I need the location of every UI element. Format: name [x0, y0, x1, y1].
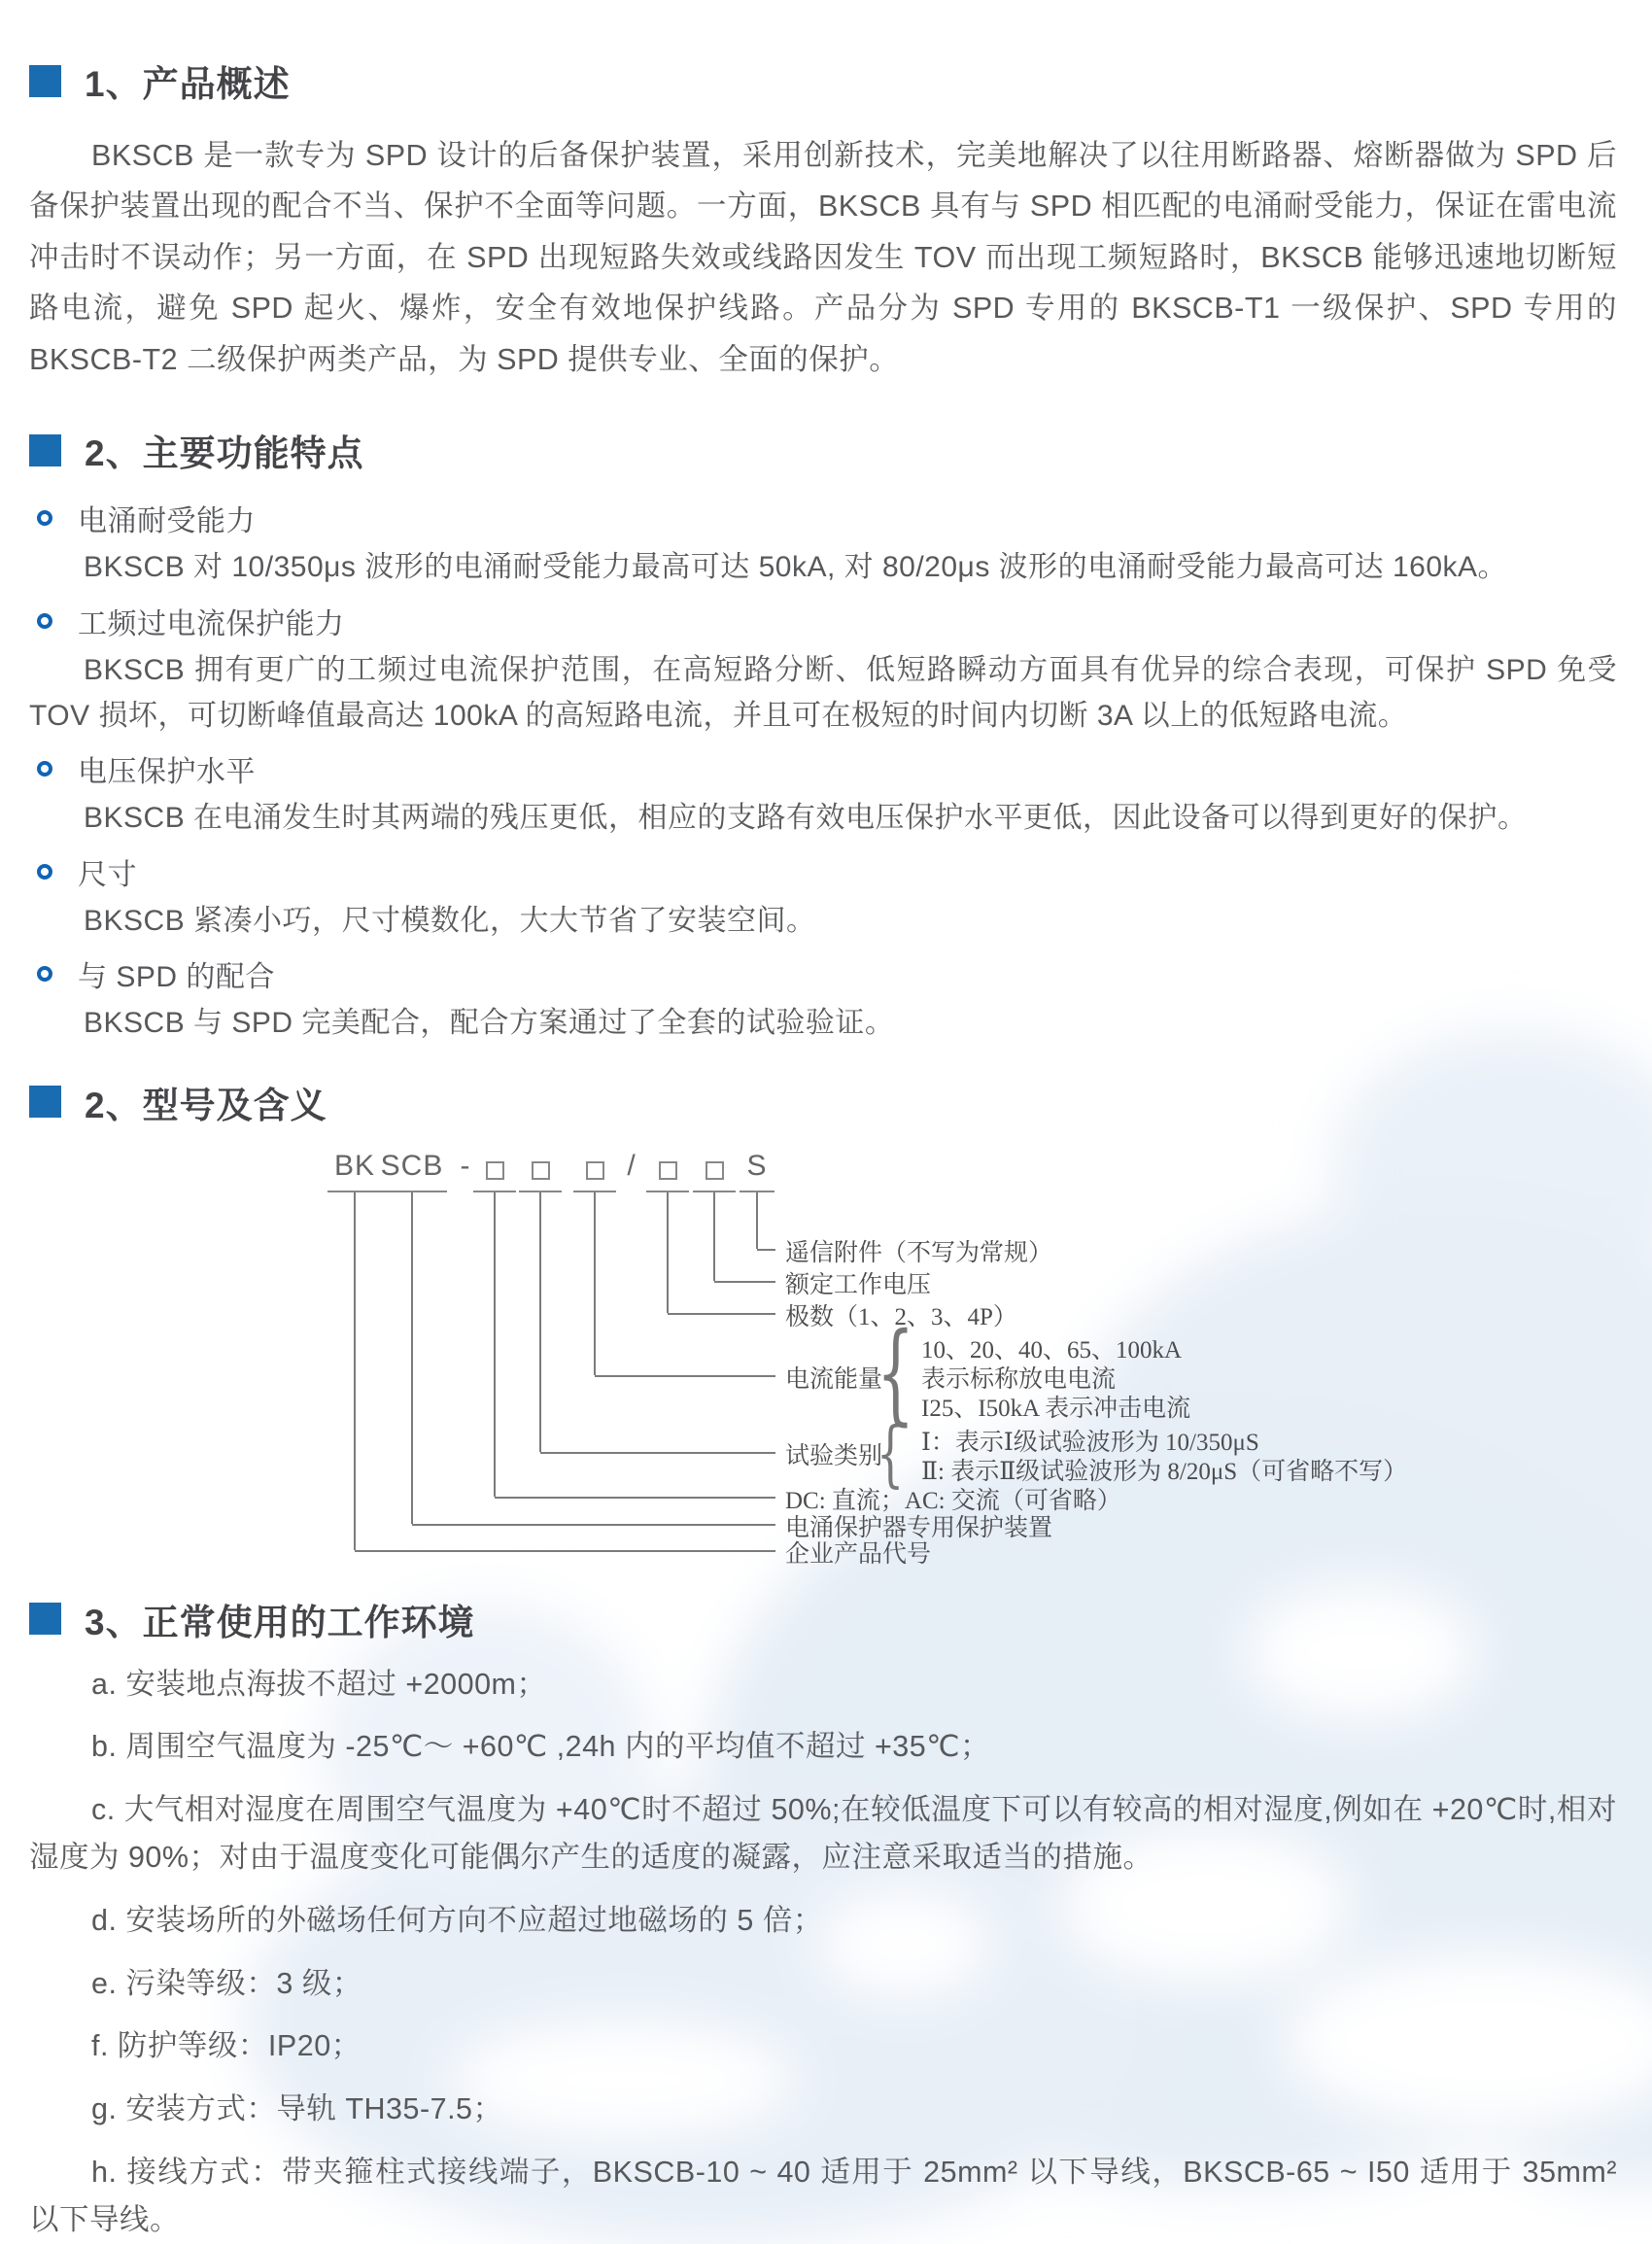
model-token-dash: - [460, 1149, 471, 1182]
feature-heading [37, 949, 1617, 998]
connector-line [539, 1192, 541, 1452]
section-marker-icon [29, 1086, 61, 1118]
model-digit-box [646, 1150, 689, 1192]
feature-body: BKSCB 在电涌发生时其两端的残压更低，相应的支路有效电压保护水平更低，因此设备可以得到更好的保护。 [84, 802, 1528, 835]
bullet-circle-icon [37, 510, 52, 526]
section-marker-icon [29, 1603, 61, 1635]
feature-label: 工频过电流保护能力 [78, 607, 345, 640]
feature-label: 电压保护水平 [78, 756, 256, 789]
model-digit-box [693, 1150, 736, 1192]
connector-line [412, 1524, 775, 1526]
placeholder-box-icon [486, 1161, 504, 1180]
feature-body: BKSCB 紧凑小巧，尺寸模数化，大大节省了安装空间。 [84, 904, 816, 937]
model-designation-diagram [235, 1142, 1440, 1575]
model-digit-box [519, 1150, 562, 1192]
section-title: 2、型号及含义 [85, 1085, 327, 1125]
connector-line [355, 1550, 775, 1552]
feature-body: BKSCB 拥有更广的工频过电流保护范围，在高短路分断、低短路瞬动方面具有优异的综合表现，可保护 SPD 免受 TOV 损坏，可切断峰值最高达 100kA 的高短路电流，并且可在极短的时间内切断 3A 以上的低短路电流。 [29, 653, 1617, 733]
env-item-e: e. 污染等级：3 级； [91, 1966, 362, 2000]
label-test-class: 试验类别 [785, 1442, 883, 1469]
env-item-c: c. 大气相对湿度在周围空气温度为 +40℃时不超过 50%;在较低温度下可以有较高的相对湿度,例如在 +20℃时,相对湿度为 90%；对由于温度变化可能偶尔产生的适度的凝露，应注意采取适当的措施。 [29, 1793, 1617, 1874]
label-spd-device: 电涌保护器专用保护装置 [785, 1514, 1053, 1541]
connector-line [495, 1497, 775, 1499]
connector-line [667, 1192, 669, 1313]
current-energy-item: I25、I50kA 表示冲击电流 [921, 1395, 1191, 1422]
placeholder-box-icon [659, 1161, 677, 1180]
placeholder-box-icon [532, 1161, 550, 1180]
feature-heading [37, 744, 1617, 793]
placeholder-box-icon [706, 1161, 724, 1180]
connector-line [668, 1313, 775, 1315]
connector-line [594, 1192, 596, 1375]
bullet-circle-icon [37, 761, 52, 777]
label-rated-voltage: 额定工作电压 [785, 1271, 932, 1298]
section-title: 3、正常使用的工作环境 [85, 1602, 475, 1642]
feature-item [29, 494, 1617, 590]
feature-body: BKSCB 对 10/350μs 波形的电涌耐受能力最高可达 50kA, 对 80/20μs 波形的电涌耐受能力最高可达 160kA。 [84, 551, 1508, 584]
feature-item [29, 597, 1617, 740]
env-item-b: b. 周围空气温度为 -25℃～ +60℃ ,24h 内的平均值不超过 +35℃； [91, 1730, 990, 1764]
feature-label: 尺寸 [78, 858, 137, 891]
model-digit-box [573, 1150, 616, 1192]
feature-item [29, 744, 1617, 841]
label-remote-signal: 遥信附件（不写为常规） [785, 1239, 1053, 1266]
connector-line [354, 1192, 356, 1550]
label-poles: 极数（1、2、3、4P） [785, 1303, 1017, 1330]
feature-item [29, 949, 1617, 1046]
section-title: 1、产品概述 [85, 64, 291, 104]
model-token-slash: / [627, 1149, 637, 1182]
label-current-energy: 电流能量 [785, 1365, 883, 1393]
current-energy-item: 10、20、40、65、100kA [921, 1336, 1183, 1364]
feature-item [29, 847, 1617, 944]
env-item-f: f. 防护等级：IP20； [91, 2029, 361, 2063]
section-features-header [29, 424, 1617, 476]
bullet-circle-icon [37, 966, 52, 982]
connector-line [494, 1192, 496, 1497]
model-token-s: S [740, 1150, 774, 1192]
label-ac-dc: DC: 直流；AC: 交流（可省略） [785, 1487, 1121, 1514]
env-item-g: g. 安装方式：导轨 TH35-7.5； [91, 2092, 503, 2126]
bullet-circle-icon [37, 613, 52, 629]
section-title: 2、主要功能特点 [85, 433, 364, 474]
label-company-code: 企业产品代号 [785, 1540, 932, 1568]
brace-icon: { [877, 1309, 915, 1436]
connector-line [595, 1375, 775, 1377]
feature-list [29, 494, 1617, 1046]
section-marker-icon [29, 434, 61, 466]
env-item-h: h. 接线方式：带夹箍柱式接线端子，BKSCB-10 ~ 40 适用于 25mm² 以下导线，BKSCB-65 ~ I50 适用于 35mm² 以下导线。 [29, 2155, 1617, 2236]
feature-heading [37, 597, 1617, 645]
section-environment-header [29, 1593, 1617, 1645]
test-class-item: Ⅰ：表示Ⅰ级试验波形为 10/350μS [921, 1429, 1259, 1456]
env-item-a: a. 安装地点海拔不超过 +2000m； [91, 1667, 547, 1701]
connector-line [411, 1192, 413, 1524]
bullet-circle-icon [37, 864, 52, 880]
section-marker-icon [29, 65, 61, 97]
section-model-header [29, 1076, 1617, 1128]
overview-paragraph: BKSCB 是一款专为 SPD 设计的后备保护装置，采用创新技术，完美地解决了以往用断路器、熔断器做为 SPD 后备保护装置出现的配合不当、保护不全面等问题。一方面，BKSCB 具有与 SPD 相匹配的电涌耐受能力，保证在雷电流冲击时不误动作；另一方面，在 SPD 出现短路失效或线路因发生 TOV 而出现工频短路时，BKSCB 能够迅速地切断短路电流，避免 SPD 起火、爆炸，安全有效地保护线路。产品分为 SPD 专用的 BKSCB-T1 一级保护、SPD 专用的 BKSCB-T2 二级保护两类产品，为 SPD 提供专业、全面的保护。 [29, 139, 1617, 376]
test-class-item: Ⅱ: 表示Ⅱ级试验波形为 8/20μS（可省略不写） [921, 1458, 1408, 1485]
connector-line [540, 1452, 775, 1454]
brace-icon: { [877, 1411, 905, 1496]
connector-line [714, 1281, 775, 1283]
feature-label: 与 SPD 的配合 [78, 961, 275, 994]
current-energy-item: 表示标称放电电流 [921, 1365, 1117, 1393]
connector-line [713, 1192, 715, 1281]
section-overview-header [29, 54, 1617, 107]
model-token-scb: SCB [377, 1150, 447, 1192]
model-token-bk: BK [327, 1150, 382, 1192]
environment-list [29, 1661, 1617, 2244]
placeholder-box-icon [586, 1161, 604, 1180]
connector-line [757, 1249, 775, 1251]
connector-line [756, 1192, 758, 1249]
feature-body: BKSCB 与 SPD 完美配合，配合方案通过了全套的试验验证。 [84, 1007, 895, 1040]
model-digit-box [473, 1150, 516, 1192]
feature-label: 电涌耐受能力 [78, 505, 256, 538]
env-item-d: d. 安装场所的外磁场任何方向不应超过地磁场的 5 倍； [91, 1903, 823, 1937]
feature-heading [37, 847, 1617, 896]
feature-heading [37, 494, 1617, 542]
